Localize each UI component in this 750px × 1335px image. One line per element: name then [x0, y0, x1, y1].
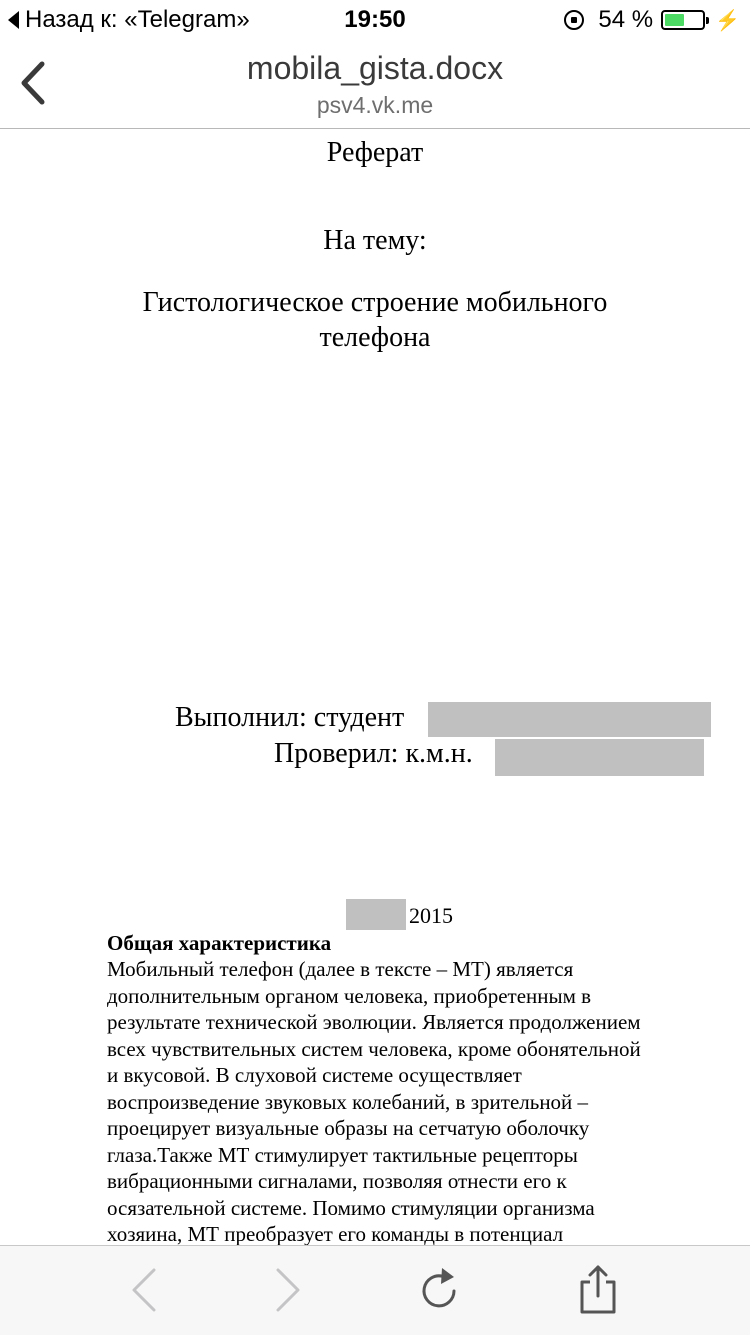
share-button[interactable] [572, 1264, 624, 1316]
redacted-student-name [428, 702, 711, 737]
status-right [564, 6, 740, 34]
battery-icon [661, 10, 705, 30]
back-arrow-icon [118, 1264, 170, 1316]
charging-bolt-icon: ⚡ [715, 9, 740, 32]
reload-button[interactable] [414, 1264, 466, 1316]
back-arrow-button[interactable] [118, 1264, 170, 1316]
back-to-telegram-label: Назад к: «Telegram» [25, 6, 250, 33]
paragraph-line: осязательной системе. Помимо стимуляции организма [107, 1195, 595, 1220]
paragraph-line: дополнительным органом человека, приобретенным в [107, 983, 592, 1008]
doc-year: 2015 [409, 903, 453, 928]
performed-by: Выполнил: студент [175, 702, 405, 733]
status-bar [0, 0, 750, 40]
paragraph-line: хозяина, МТ преобразует его команды в потенциал [107, 1222, 564, 1245]
document-title: mobila_gista.docx [246, 50, 504, 86]
paragraph-line: всех чувствительных систем человека, кроме обонятельной [107, 1036, 641, 1061]
paragraph-line: Мобильный телефон (далее в тексте – МТ) является [107, 957, 574, 981]
paragraph-line: и вкусовой. В слуховой системе осуществляет [107, 1063, 522, 1087]
reload-icon [414, 1264, 466, 1316]
redacted-checker-name [495, 739, 704, 776]
doc-heading: Реферат [326, 137, 424, 168]
orientation-lock-icon [564, 10, 584, 30]
bottom-toolbar [0, 1245, 750, 1335]
paragraph-line: вибрационными сигналами, позволяя отнести его к [107, 1169, 567, 1193]
document-view[interactable] [0, 129, 750, 1245]
redacted-city [346, 899, 406, 930]
doc-topic-line-2: телефона [319, 322, 431, 353]
battery-fill [665, 14, 684, 26]
clock: 19:50 [344, 6, 406, 33]
doc-topic-label: На тему: [323, 225, 427, 256]
document-host: psv4.vk.me [316, 92, 434, 118]
doc-paragraph [107, 956, 707, 1245]
paragraph-line: воспроизведение звуковых колебаний, в зрительной – [107, 1089, 589, 1114]
forward-arrow-button[interactable] [262, 1264, 314, 1316]
navigation-bar [0, 40, 750, 129]
section-title: Общая характеристика [107, 931, 332, 955]
battery-percent: 54 % [598, 6, 654, 33]
checked-by: Проверил: к.м.н. [274, 738, 473, 769]
paragraph-line: результате технической эволюции. Является продолжением [107, 1010, 641, 1034]
doc-topic-line-1: Гистологическое строение мобильного [142, 287, 608, 318]
paragraph-line: глаза.Также МТ стимулирует тактильные рецепторы [107, 1142, 578, 1167]
forward-arrow-icon [262, 1264, 314, 1316]
paragraph-line: проецирует визуальные образы на сетчатую оболочку [107, 1116, 590, 1140]
share-icon [572, 1264, 624, 1316]
